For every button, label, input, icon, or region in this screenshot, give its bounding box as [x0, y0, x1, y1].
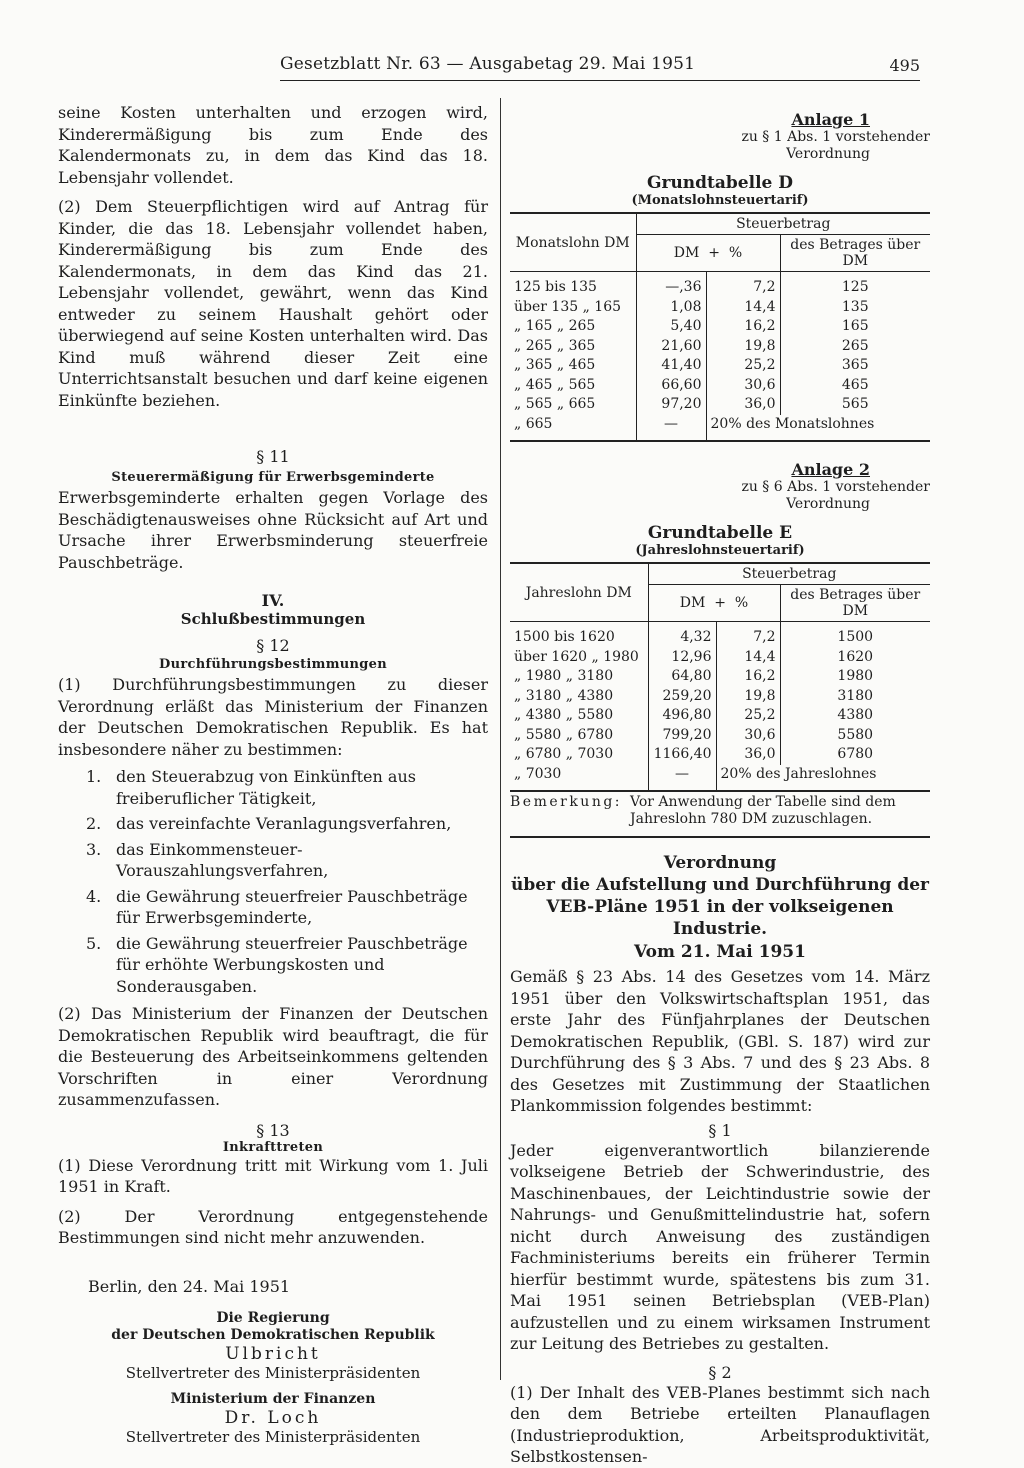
- table-row: „ 665 — 20% des Monatslohnes: [510, 415, 930, 442]
- header-title: Gesetzblatt Nr. 63 — Ausgabetag 29. Mai 1951: [280, 54, 696, 74]
- remark-label: Bemerkung:: [510, 794, 623, 810]
- signature-name: Ulbricht: [225, 1343, 321, 1364]
- table-row: „ 3180 „ 4380 259,20 19,8 3180: [510, 687, 930, 707]
- table-d-title: Grundtabelle D: [646, 173, 794, 193]
- table-e-body: [510, 622, 930, 792]
- ordinance-title: [510, 852, 930, 940]
- anlage-1-title: Anlage 1: [791, 110, 870, 129]
- table-row: „ 4380 „ 5580 496,80 25,2 4380: [510, 706, 930, 726]
- col-header-dm-pct: DM + %: [636, 235, 780, 272]
- paragraph-2: (2) Dem Steuerpflichtigen wird auf Antrag für Kinder, die das 18. Lebensjahr vollendet haben, Kinderermäßigung bis zum Ende des Kalendermonats, in dem das Kind das 21. Lebensjahr vollendet, gewährt, wenn das Kind entweder zu seinem Haushalt gehört oder überwiegend auf seine Kosten unterhalten wird. Das Kind muß während dieser Zeit eine Unterrichtsanstalt besuchen und darf keine eigenen Einkünfte beziehen.: [58, 197, 488, 410]
- ordinance-title-line: VEB-Pläne 1951 in der volkseigenen Industrie.: [546, 897, 894, 939]
- section-11-number: § 11: [256, 447, 290, 466]
- anlage-1: [510, 110, 930, 163]
- col-header-betrag: des Betrages über DM: [780, 585, 930, 622]
- signature-org: Die Regierung: [216, 1309, 330, 1326]
- signature-org: Ministerium der Finanzen: [170, 1390, 376, 1407]
- ordinance-section-2-text: (1) Der Inhalt des VEB-Planes bestimmt sich nach den dem Betriebe erteilten Planauflagen (Industrieproduktion, Arbeitsproduktivität, Selbstkostensen-: [510, 1382, 930, 1466]
- table-d: [510, 212, 930, 442]
- section-11-text: Erwerbsgeminderte erhalten gegen Vorlage des Beschädigtenausweises ohne Rücksicht auf Art und Ursache ihrer Erwerbsminderung steuerfreie Pauschbeträge.: [58, 488, 488, 572]
- table-row: 125 bis 135 —,36 7,2 125: [510, 272, 930, 298]
- remark-text: Vor Anwendung der Tabelle sind dem Jahreslohn 780 DM zuzuschlagen.: [630, 794, 896, 827]
- header-rule: [280, 80, 920, 81]
- table-row: über 135 „ 165 1,08 14,4 135: [510, 298, 930, 318]
- list-item: 3. das Einkommensteuer-Vorauszahlungsverfahren,: [86, 839, 329, 880]
- signature-name: Dr. Loch: [224, 1407, 322, 1428]
- col-header-group: Steuerbetrag: [636, 213, 930, 235]
- section-13-paragraph-2: (2) Der Verordnung entgegenstehende Bestimmungen sind nicht mehr anzuwenden.: [58, 1206, 488, 1247]
- anlage-1-ref: Verordnung: [786, 146, 870, 162]
- table-d-body: [510, 272, 930, 442]
- col-header-dm-pct: DM + %: [648, 585, 780, 622]
- table-row: „ 465 „ 565 66,60 30,6 465: [510, 376, 930, 396]
- section-12-heading: Durchführungsbestimmungen: [159, 657, 387, 672]
- signature-block-government: [58, 1310, 488, 1383]
- table-row: „ 565 „ 665 97,20 36,0 565: [510, 395, 930, 415]
- section-rule: [510, 836, 930, 838]
- table-e-subtitle: (Jahreslohnsteuertarif): [635, 543, 805, 558]
- section-12-list: [58, 766, 488, 997]
- signature-org: der Deutschen Demokratischen Republik: [111, 1326, 435, 1343]
- table-row: „ 5580 „ 6780 799,20 30,6 5580: [510, 726, 930, 746]
- ordinance-title-line: Verordnung: [663, 853, 777, 873]
- signature-block-finance: [58, 1391, 488, 1447]
- section-13-heading: Inkrafttreten: [222, 1139, 324, 1155]
- section-12-paragraph-1: (1) Durchführungsbestimmungen zu dieser Verordnung erläßt das Ministerium der Finanzen der Deutschen Demokratischen Republik. Es hat insbesondere näher zu bestimmen:: [58, 675, 488, 759]
- col-header-group: Steuerbetrag: [648, 563, 930, 585]
- table-row: „ 165 „ 265 5,40 16,2 165: [510, 317, 930, 337]
- anlage-2-ref: zu § 6 Abs. 1 vorstehender: [741, 479, 930, 495]
- table-e-remark: [510, 794, 930, 828]
- left-column: [58, 102, 488, 1447]
- col-header-lohn: Jahreslohn DM: [510, 563, 648, 622]
- section-13-paragraph-1: (1) Diese Verordnung tritt mit Wirkung vom 1. Juli 1951 in Kraft.: [58, 1155, 488, 1196]
- table-row: über 1620 „ 1980 12,96 14,4 1620: [510, 648, 930, 668]
- part-iv-title: Schlußbestimmungen: [180, 610, 366, 628]
- anlage-2-title: Anlage 2: [791, 460, 870, 479]
- section-12-number: § 12: [256, 636, 290, 655]
- list-item: 4. die Gewährung steuerfreier Pauschbeträge für Erwerbsgeminderte,: [86, 886, 468, 927]
- ordinance-intro: Gemäß § 23 Abs. 14 des Gesetzes vom 14. März 1951 über den Volkswirtschaftsplan 1951, das erste Jahr des Fünfjahrplanes der Deutschen Demokratischen Republik, (GBl. S. 187) wird zur Durchführung des § 3 Abs. 7 und des § 23 Abs. 8 des Gesetzes mit Zustimmung der Staatlichen Plankommission folgendes bestimmt:: [510, 967, 930, 1115]
- right-column: [510, 110, 930, 1468]
- ordinance-section-1-number: § 1: [708, 1120, 732, 1140]
- ordinance-section-2-number: § 2: [708, 1362, 732, 1382]
- table-e: [510, 562, 930, 792]
- table-e-title: Grundtabelle E: [647, 523, 793, 543]
- ordinance-section-1-text: Jeder eigenverantwortlich bilanzierende volkseigene Betrieb der Schwerindustrie, des Maschinenbaues, der Leichtindustrie sowie der Nahrungs- und Genußmittelindustrie hat, sofern nicht durch Anweisung des zuständigen Fachministeriums bereits ein früherer Termin hierfür bestimmt wurde, spätestens bis zum 31. Mai 1951 seinen Betriebsplan (VEB-Plan) aufzustellen und zu einem wirksamen Instrument zur Leitung des Betriebes zu gestalten.: [510, 1140, 930, 1353]
- list-item: 5. die Gewährung steuerfreier Pauschbeträge für erhöhte Werbungskosten und Sonderausgaben.: [86, 933, 468, 996]
- list-item: 1. den Steuerabzug von Einkünften aus freiberuflicher Tätigkeit,: [86, 767, 416, 808]
- col-header-lohn: Monatslohn DM: [510, 213, 636, 272]
- table-d-subtitle: (Monatslohnsteuertarif): [631, 193, 809, 208]
- ordinance-date: Vom 21. Mai 1951: [634, 942, 806, 962]
- anlage-2-ref: Verordnung: [786, 496, 870, 512]
- table-row: „ 6780 „ 7030 1166,40 36,0 6780: [510, 745, 930, 765]
- signature-role: Stellvertreter des Ministerpräsidenten: [125, 1427, 421, 1446]
- table-row: „ 1980 „ 3180 64,80 16,2 1980: [510, 667, 930, 687]
- column-divider: [500, 98, 501, 1380]
- signature-role: Stellvertreter des Ministerpräsidenten: [125, 1363, 421, 1382]
- section-12-paragraph-2: (2) Das Ministerium der Finanzen der Deutschen Demokratischen Republik wird beauftragt, die für die Besteuerung des Arbeitseinkommens geltenden Vorschriften in einer Verordnung zusammenzufassen.: [58, 1004, 488, 1109]
- section-13-number: § 13: [256, 1120, 290, 1140]
- table-row: „ 365 „ 465 41,40 25,2 365: [510, 356, 930, 376]
- part-iv-number: IV.: [261, 591, 285, 610]
- place-date: Berlin, den 24. Mai 1951: [88, 1276, 291, 1296]
- anlage-2: [510, 460, 930, 513]
- list-item: 2. das vereinfachte Veranlagungsverfahren,: [86, 814, 452, 833]
- page-number: 495: [889, 56, 920, 75]
- col-header-betrag: des Betrages über DM: [780, 235, 930, 272]
- table-row: „ 265 „ 365 21,60 19,8 265: [510, 337, 930, 357]
- paragraph-continuation: seine Kosten unterhalten und erzogen wird, Kinderermäßigung bis zum Ende des Kalendermonats zu, in dem das Kind das 18. Lebensjahr vollendet.: [58, 103, 488, 187]
- ordinance-title-line: über die Aufstellung und Durchführung der: [510, 875, 930, 895]
- section-11-heading: Steuerermäßigung für Erwerbsgeminderte: [111, 470, 435, 485]
- anlage-1-ref: zu § 1 Abs. 1 vorstehender: [741, 129, 930, 145]
- table-row: 1500 bis 1620 4,32 7,2 1500: [510, 622, 930, 648]
- table-row: „ 7030 — 20% des Jahreslohnes: [510, 765, 930, 792]
- page-header: [280, 50, 920, 80]
